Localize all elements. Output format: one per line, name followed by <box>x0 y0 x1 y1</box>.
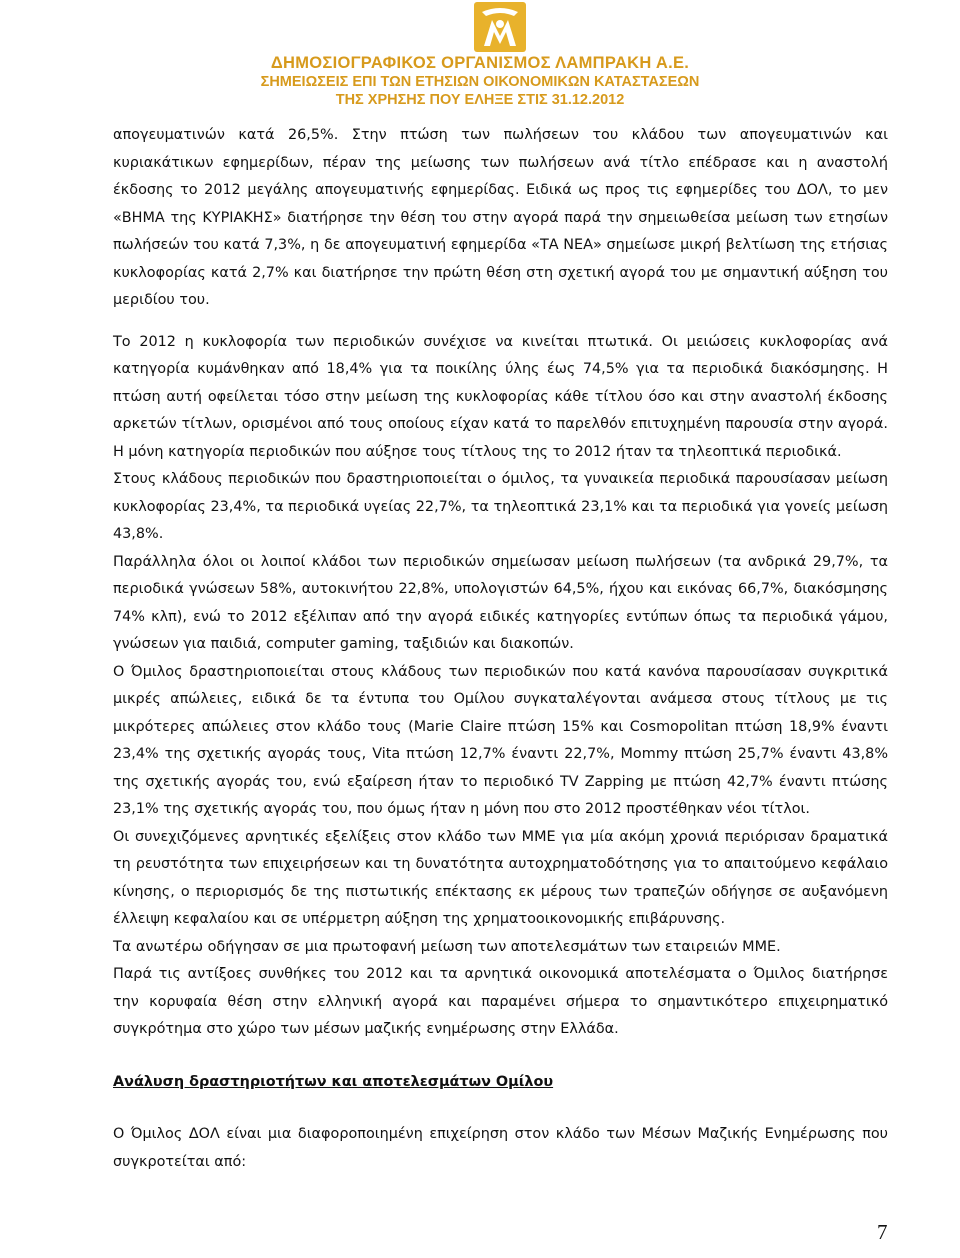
paragraph-liquidity: Οι συνεχιζόμενες αρνητικές εξελίξεις στον κλάδο των ΜΜΕ για μία ακόμη χρονιά περιόρισαν δραματικά τη ρευστότητα των επιχειρήσεων και τη δυνατότητα αυτοχρηματοδότησης για το απαιτούμενο κεφάλαιο κίνησης, ο περιορισμός δε της πιστωτικής επέκτασης εκ μέρους των τραπεζών οδήγησε σε αυξανόμενη έλλειψη κεφαλαίου και σε υπέρμετρη αύξηση της χρηματοοικονομικής επιβάρυνσης. <box>113 828 888 927</box>
paragraph-results: Τα ανωτέρω οδήγησαν σε μια πρωτοφανή μείωση των αποτελεσμάτων των εταιρειών ΜΜΕ. <box>113 938 781 955</box>
section-heading: Ανάλυση δραστηριοτήτων και αποτελεσμάτων Ομίλου <box>113 1073 554 1090</box>
paragraph-newspapers: απογευματινών κατά 26,5%. Στην πτώση των πωλήσεων του κλάδου των απογευματινών και κυριακάτικων εφημερίδων, πέραν της μείωσης των πωλήσεων ανά τίτλο επέδρασε και η αναστολή έκδοσης το 2012 μεγάλης απογευματινής εφημερίδας. Ειδικά ως προς τις εφημερίδες του ΔΟΛ, το μεν «ΒΗΜΑ της ΚΥΡΙΑΚΗΣ» διατήρησε την θέση του στην αγορά παρά την σημειωθείσα μείωση των ετησίων πωλήσεών του κατά 7,3%, η δε απογευματινή εφημερίδα «ΤΑ ΝΕΑ» σημείωσε μικρή βελτίωση της ετήσιας κυκλοφορίας κατά 2,7% και διατήρησε την πρώτη θέση στη σχετική αγορά του με σημαντική αύξηση του μεριδίου του. <box>113 127 888 308</box>
document-header <box>0 54 960 109</box>
paragraph-group-composition: Ο Όμιλος ΔΟΛ είναι μια διαφοροποιημένη επιχείρηση στον κλάδο των Μέσων Μαζικής Ενημέρωσης που συγκροτείται από: <box>113 1126 888 1170</box>
document-body <box>113 122 888 1176</box>
page-number: 7 <box>877 1220 888 1244</box>
paragraph-other-sectors: Παράλληλα όλοι οι λοιποί κλάδοι των περιοδικών σημείωσαν μείωση πωλήσεων (τα ανδρικά 29,7%, τα περιοδικά γνώσεων 58%, αυτοκινήτου 22,8%, υπολογιστών 64,5%, ήχου και εικόνας 66,7%, διακόσμησης 74% κλπ), ενώ το 2012 εξέλιπαν από την αγορά ειδικές κατηγορίες εντύπων όπως τα περιοδικά γάμου, γνώσεων για παιδιά, computer gaming, ταξιδιών και διακοπών. <box>113 553 888 652</box>
paragraph-magazine-sectors: Στους κλάδους περιοδικών που δραστηριοποιείται ο όμιλος, τα γυναικεία περιοδικά παρουσίασαν μείωση κυκλοφορίας 23,4%, τα περιοδικά υγείας 22,7%, τα τηλεοπτικά 23,1% και τα περιοδικά για γονείς μείωση 43,8%. <box>113 471 888 542</box>
paragraph-magazines-circulation: Το 2012 η κυκλοφορία των περιοδικών συνέχισε να κινείται πτωτικά. Οι μειώσεις κυκλοφορίας ανά κατηγορία κυμάνθηκαν από 18,4% για τα ποικίλης ύλης έως 74,5% για τα περιοδικά διακόσμησης. Η πτώση αυτή οφείλεται τόσο στην μείωση της κυκλοφορίας κάθε τίτλου όσο και στην αναστολή έκδοσης αρκετών τίτλων, ορισμένοι από τους οποίους είχαν κατά το παρελθόν επιτυχημένη παρουσία στην αγορά. Η μόνη κατηγορία περιοδικών που αύξησε τους τίτλους της το 2012 ήταν τα τηλεοπτικά περιοδικά. <box>113 333 888 460</box>
header-company-name: ΔΗΜΟΣΙΟΓΡΑΦΙΚΟΣ ΟΡΓΑΝΙΣΜΟΣ ΛΑΜΠΡΑΚΗ Α.Ε. <box>270 54 690 72</box>
company-logo <box>458 2 542 52</box>
header-notes-title: ΣΗΜΕΙΩΣΕΙΣ ΕΠΙ ΤΩΝ ΕΤΗΣΙΩΝ ΟΙΚΟΝΟΜΙΚΩΝ ΚΑΤΑΣΤΑΣΕΩΝ <box>260 74 700 90</box>
paragraph-group-magazines: Ο Όμιλος δραστηριοποιείται στους κλάδους των περιοδικών που κατά κανόνα παρουσίασαν συγκριτικά μικρές απώλειες, ειδικά δε τα έντυπα του Ομίλου συγκαταλέγονται ανάμεσα στους τίτλους με τις μικρότερες απώλειες στον κλάδο τους (Marie Claire πτώση 15% και Cosmopolitan πτώση 18,9% έναντι 23,4% της σχετικής αγοράς τους, Vita πτώση 12,7% έναντι 22,7%, Mommy πτώση 25,7% έναντι 43,8% της σχετικής αγοράς του, ενώ εξαίρεση ήταν το περιοδικό TV Zapping με πτώση 42,7% έναντι πτώσης 23,1% της σχετικής αγοράς του, που όμως ήταν η μόνη που στο 2012 προστέθηκαν νέοι τίτλοι. <box>113 663 888 817</box>
header-period: ΤΗΣ ΧΡΗΣΗΣ ΠΟΥ ΕΛΗΞΕ ΣΤΙΣ 31.12.2012 <box>335 92 625 108</box>
paragraph-market-position: Παρά τις αντίξοες συνθήκες του 2012 και τα αρνητικά οικονομικά αποτελέσματα ο Όμιλος διατήρησε την κορυφαία θέση στην ελληνική αγορά και παραμένει σήμερα το σημαντικότερο επιχειρηματικό συγκρότημα στο χώρο των μέσων μαζικής ενημέρωσης στην Ελλάδα. <box>113 966 888 1037</box>
